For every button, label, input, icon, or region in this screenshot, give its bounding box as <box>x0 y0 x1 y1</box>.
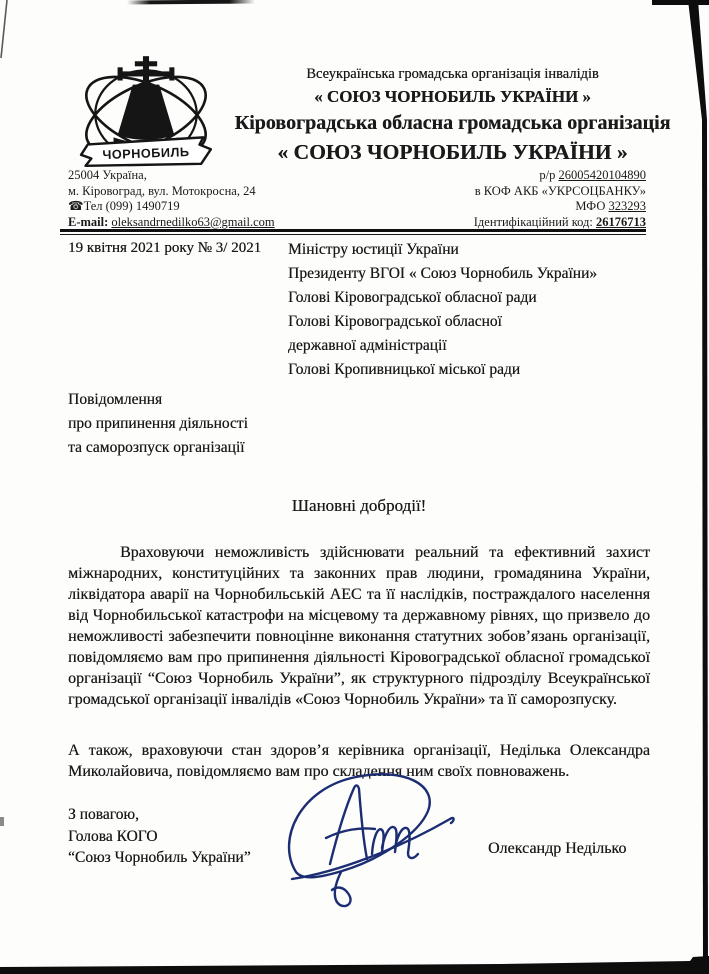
postal-code-country: 25004 Україна, <box>68 168 147 182</box>
signature-strokes <box>289 774 454 906</box>
body-paragraph-2: А також, враховуючи стан здоров’я керівника організації, Неділька Олександра Миколайовича, повідомляємо вам про складення ним своїх повноважень. <box>68 742 650 780</box>
subject-line: Повідомлення <box>68 391 163 408</box>
org-regional-name: « СОЮЗ ЧОРНОБИЛЬ УКРАЇНИ » <box>277 140 628 164</box>
contact-block <box>68 168 646 230</box>
recipient-line: Міністру юстиції України <box>288 241 459 258</box>
street-address: м. Кіровоград, вул. Мотокросна, 24 <box>68 183 256 198</box>
recipient-line: Голові Кіровоградської обласної ради <box>288 289 537 306</box>
contact-address <box>68 168 275 230</box>
id-code: 26176713 <box>596 214 646 229</box>
email-label: E-mail: <box>68 214 109 229</box>
recipient-line: державної адміністрації <box>288 337 447 354</box>
email-address: oleksandrnedilko63@gmail.com <box>111 214 275 229</box>
bank-account-line <box>474 168 646 184</box>
bank-name: в КОФ АКБ «УКРСОЦБАНКУ» <box>474 183 646 198</box>
org-regional-type: Кіровоградська обласна громадська організація <box>234 112 671 134</box>
account-label: р/р <box>539 168 556 182</box>
id-line <box>474 215 646 231</box>
closing-line: Голова КОГО <box>68 827 158 845</box>
contact-bank-details <box>474 168 646 230</box>
mfo-label: МФО <box>575 199 606 213</box>
signatory-name: Олександр Неділько <box>488 840 627 857</box>
logo-ribbon <box>81 137 212 168</box>
recipients-list <box>288 238 597 382</box>
handwritten-signature <box>280 770 472 910</box>
scan-smudge-top <box>127 0 255 4</box>
mfo-line <box>474 199 646 215</box>
closing-line: “Союз Чорнобиль України” <box>68 849 251 866</box>
subject-line: та саморозпуск організації <box>68 439 245 456</box>
letterhead <box>210 64 695 167</box>
bell-with-cross-icon <box>114 56 179 150</box>
org-parent-name: « СОЮЗ ЧОРНОБИЛЬ УКРАЇНИ » <box>314 87 591 106</box>
closing-line: З повагою, <box>68 806 139 823</box>
org-parent-type: Всеукраїнська громадська організація інвалідів <box>306 66 599 82</box>
letterhead-divider <box>60 229 646 235</box>
chernobyl-union-logo <box>76 54 216 174</box>
recipient-line: Голові Кіровоградської обласної <box>288 313 502 330</box>
subject-block <box>68 388 248 460</box>
recipient-line: Голові Кропивницької міської ради <box>288 361 521 378</box>
recipient-line: Президенту ВГОІ « Союз Чорнобиль України» <box>288 265 598 282</box>
salutation: Шановні добродії! <box>291 496 427 515</box>
account-number: 26005420104890 <box>558 168 646 182</box>
closing-block <box>68 804 251 869</box>
phone-number: Тел (099) 1490719 <box>83 199 180 213</box>
phone-line <box>68 199 275 215</box>
phone-icon: ☎ <box>68 199 84 213</box>
logo-ribbon-text: ЧОРНОБИЛЬ <box>102 145 190 163</box>
subject-line: про припинення діяльності <box>68 415 248 432</box>
date-and-number: 19 квітня 2021 року № 3/ 2021 <box>68 240 262 256</box>
email-line <box>68 215 275 231</box>
mfo-code: 323293 <box>608 199 646 213</box>
body-paragraph-1: Враховуючи неможливість здійснювати реальний та ефективний захист міжнародних, конституційних та законних прав людини, громадянина України, ліквідатора аварії на Чорнобильській АЕС та її наслідків, постраждалого населення від Чорнобильської катастрофи на місцевому та державному рівнях, що призвело до неможливості забезпечити повноцінне виконання статутних зобов’язань організації, повідомляємо вам про припинення діяльності Кіровоградської обласної громадської організації “Союз Чорнобиль України”, як структурного підрозділу Всеукраїнської громадської організації інвалідів «Союз Чорнобиль України» та її саморозпуску. <box>68 544 650 708</box>
id-label: Ідентифікаційний код: <box>473 214 593 229</box>
